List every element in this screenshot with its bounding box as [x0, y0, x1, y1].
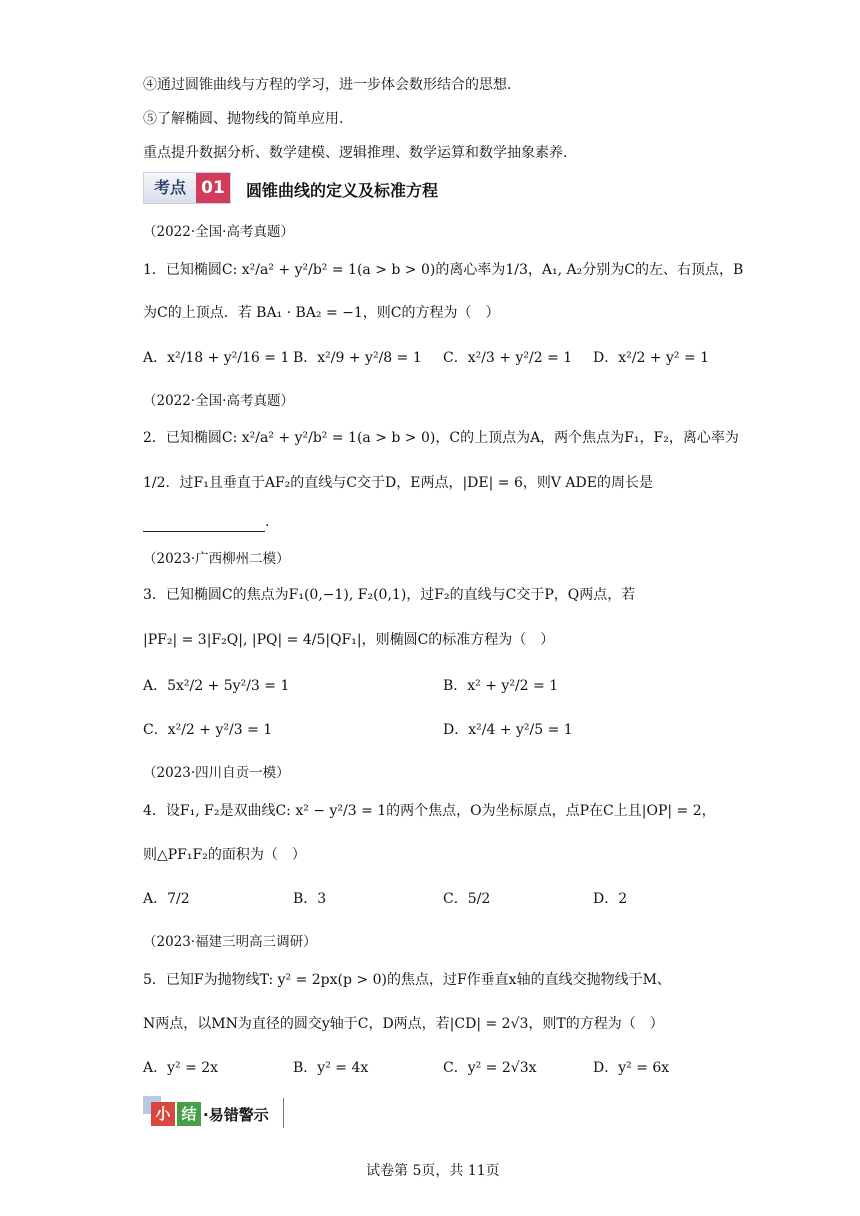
- q4-source: （2023·四川自贡一模）: [143, 765, 290, 781]
- q5-source: （2023·福建三明高三调研）: [143, 934, 317, 950]
- intro-item-4: ④通过圆锥曲线与方程的学习，进一步体会数形结合的思想.: [143, 77, 512, 93]
- q2-answer-line: [143, 512, 269, 532]
- q4-line-1: 4．设F₁, F₂是双曲线C: x² − y²/3 = 1的两个焦点，O为坐标原点，点P在C上且|OP| = 2，: [143, 803, 716, 819]
- q2-line-1: 2．已知椭圆C: x²/a² + y²/b² = 1(a > b > 0)，C的上顶点为A，两个焦点为F₁，F₂，离心率为: [143, 430, 739, 446]
- banner-divider: [283, 1098, 284, 1128]
- section-title: 圆锥曲线的定义及标准方程: [246, 181, 439, 200]
- q1-option-d: D．x²/2 + y² = 1: [593, 350, 710, 366]
- q3-line-1: 3．已知椭圆C的焦点为F₁(0,−1), F₂(0,1)，过F₂的直线与C交于P，Q两点，若: [143, 587, 636, 603]
- intro-focus: 重点提升数据分析、数学建模、逻辑推理、数学运算和数学抽象素养.: [143, 145, 568, 161]
- q1-source: （2022·全国·高考真题）: [143, 224, 294, 240]
- badge-number: 01: [196, 173, 230, 203]
- q1-option-b: B．x²/9 + y²/8 = 1: [293, 350, 422, 366]
- summary-banner: [143, 1096, 285, 1130]
- q5-option-d: D．y² = 6x: [593, 1060, 670, 1076]
- q4-line-2: 则△PF₁F₂的面积为（ ）: [143, 847, 306, 863]
- q2-line-2: 1/2．过F₁且垂直于AF₂的直线与C交于D，E两点，|DE| = 6，则V ADE的周长是: [143, 475, 653, 491]
- q1-line-2: 为C的上顶点．若 BA₁ · BA₂ = −1，则C的方程为（ ）: [143, 305, 500, 321]
- q3-source: （2023·广西柳州二模）: [143, 551, 290, 567]
- q3-option-a: A．5x²/2 + 5y²/3 = 1: [143, 678, 290, 694]
- q4-option-c: C．5/2: [443, 891, 491, 907]
- q5-option-c: C．y² = 2√3x: [443, 1060, 537, 1076]
- q1-option-c: C．x²/3 + y²/2 = 1: [443, 350, 573, 366]
- q4-option-b: B．3: [293, 891, 327, 907]
- page-footer: 试卷第 5页，共 11页: [366, 1163, 500, 1179]
- q2-source: （2022·全国·高考真题）: [143, 393, 294, 409]
- q4-option-a: A．7/2: [143, 891, 190, 907]
- intro-item-5: ⑤了解椭圆、抛物线的简单应用.: [143, 111, 344, 127]
- badge-label: 考点: [144, 173, 196, 203]
- q5-line-1: 5．已知F为抛物线T: y² = 2px(p > 0)的焦点，过F作垂直x轴的直线交抛物线于M、: [143, 972, 671, 988]
- section-badge: [143, 172, 231, 204]
- summary-label: ·易错警示: [203, 1106, 269, 1124]
- q3-option-c: C．x²/2 + y²/3 = 1: [143, 722, 273, 738]
- q5-option-b: B．y² = 4x: [293, 1060, 369, 1076]
- q1-option-a: A．x²/18 + y²/16 = 1: [143, 350, 290, 366]
- summary-char-2: 结: [177, 1102, 201, 1126]
- q3-option-b: B．x² + y²/2 = 1: [443, 678, 559, 694]
- answer-blank[interactable]: [143, 517, 265, 532]
- q1-line-1: 1．已知椭圆C: x²/a² + y²/b² = 1(a > b > 0)的离心率为1/3，A₁, A₂分别为C的左、右顶点，B: [143, 262, 744, 278]
- q4-option-d: D．2: [593, 891, 628, 907]
- q5-option-a: A．y² = 2x: [143, 1060, 219, 1076]
- q2-line-3: .: [265, 514, 270, 530]
- q3-line-2: |PF₂| = 3|F₂Q|, |PQ| = 4/5|QF₁|，则椭圆C的标准方程为（ ）: [143, 632, 555, 648]
- q3-option-d: D．x²/4 + y²/5 = 1: [443, 722, 573, 738]
- summary-char-1: 小: [151, 1102, 175, 1126]
- q5-line-2: N两点，以MN为直径的圆交y轴于C，D两点，若|CD| = 2√3，则T的方程为（ ）: [143, 1016, 664, 1032]
